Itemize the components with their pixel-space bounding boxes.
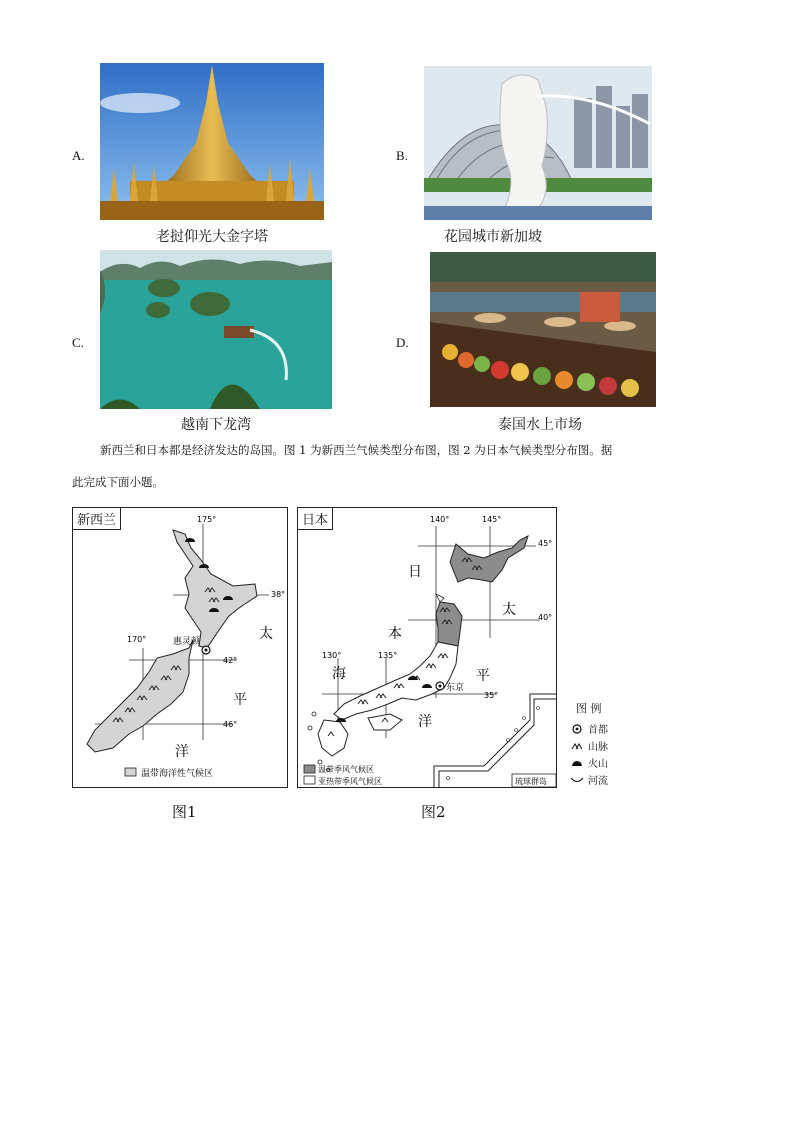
wellington-capital-icon	[202, 646, 210, 654]
tokyo-label: 东京	[446, 683, 465, 693]
lat-38-label: 38°	[271, 590, 286, 599]
option-b-caption: 花园城市新加坡	[444, 229, 542, 245]
photo-merlion-singapore	[424, 66, 652, 220]
map-japan	[297, 507, 557, 788]
lat-42-label: 42°	[223, 656, 238, 665]
lon-140-label: 140°	[430, 515, 450, 524]
legend-subtropical-monsoon-label: 亚热带季风气候区	[318, 777, 382, 786]
legend-row-river	[566, 771, 626, 788]
lat-45-label: 45°	[538, 539, 553, 548]
sea-label-ping: 平	[233, 692, 247, 708]
lon-145-label: 145°	[482, 515, 502, 524]
legend-oceanic-label: 温带海洋性气候区	[141, 769, 214, 779]
sea-label-hai: 海	[332, 666, 346, 682]
option-d-letter: D.	[396, 335, 409, 350]
legend-subtropical-swatch	[304, 776, 315, 784]
photo-floating-market	[430, 252, 656, 407]
figure1-label: 图1	[172, 803, 197, 821]
lon-170-label: 170°	[127, 635, 147, 644]
capital-icon	[566, 724, 588, 734]
legend-capital-label: 首都	[588, 725, 608, 736]
lat-35-label: 35°	[484, 691, 499, 700]
map-new-zealand	[72, 507, 288, 788]
inset-ryukyu-label: 琉球群岛	[515, 777, 547, 786]
legend-oceanic-swatch	[125, 768, 136, 776]
option-a-caption: 老挝仰光大金字塔	[156, 229, 268, 245]
mountain-icon	[566, 742, 588, 750]
volcano-icon	[566, 759, 588, 767]
legend-row-mountain	[566, 737, 626, 754]
legend-title: 图 例	[576, 702, 602, 715]
photo-golden-pagoda	[100, 63, 324, 220]
legend-monsoon-swatch	[304, 765, 315, 773]
question-paragraph-line1: 新西兰和日本都是经济发达的岛国。图 1 为新西兰气候类型分布图，图 2 为日本气候类型分布图。据	[100, 443, 613, 457]
sea-label-yang: 洋	[175, 744, 189, 760]
sea-label-tai-pacific: 太	[502, 602, 516, 618]
river-icon	[566, 776, 588, 784]
lat-40-label: 40°	[538, 613, 553, 622]
option-b-letter: B.	[396, 148, 408, 163]
option-c-letter: C.	[72, 335, 84, 350]
sea-label-ben: 本	[388, 626, 402, 642]
sea-label-tai: 太	[259, 626, 273, 642]
lon-135-label: 135°	[378, 651, 398, 660]
lon-175-label: 175°	[197, 515, 217, 524]
photo-halong-bay	[100, 250, 332, 409]
legend-row-capital	[566, 720, 626, 737]
legend-volcano-label: 火山	[588, 759, 608, 770]
sea-label-ping-pacific: 平	[476, 668, 490, 684]
question-paragraph-line2: 此完成下面小题。	[72, 475, 164, 489]
sea-label-ri: 日	[408, 564, 422, 580]
sea-label-yang-pacific: 洋	[418, 714, 432, 730]
wellington-label: 惠灵顿	[173, 637, 201, 647]
legend-temperate-monsoon-label: 温带季风气候区	[318, 765, 374, 774]
figure2-label: 图2	[421, 803, 446, 821]
legend-row-volcano	[566, 754, 626, 771]
tokyo-capital-icon	[436, 682, 444, 690]
legend-river-label: 河流	[588, 776, 608, 787]
map2-title: 日本	[298, 508, 333, 530]
option-c-caption: 越南下龙湾	[181, 417, 251, 433]
lat-46-label: 46°	[223, 720, 238, 729]
lon-130-label: 130°	[322, 651, 342, 660]
option-d-caption: 泰国水上市场	[498, 417, 582, 433]
legend-mountain-label: 山脉	[588, 742, 608, 753]
map-legend	[566, 700, 626, 788]
map1-title: 新西兰	[73, 508, 121, 530]
option-a-letter: A.	[72, 148, 85, 163]
